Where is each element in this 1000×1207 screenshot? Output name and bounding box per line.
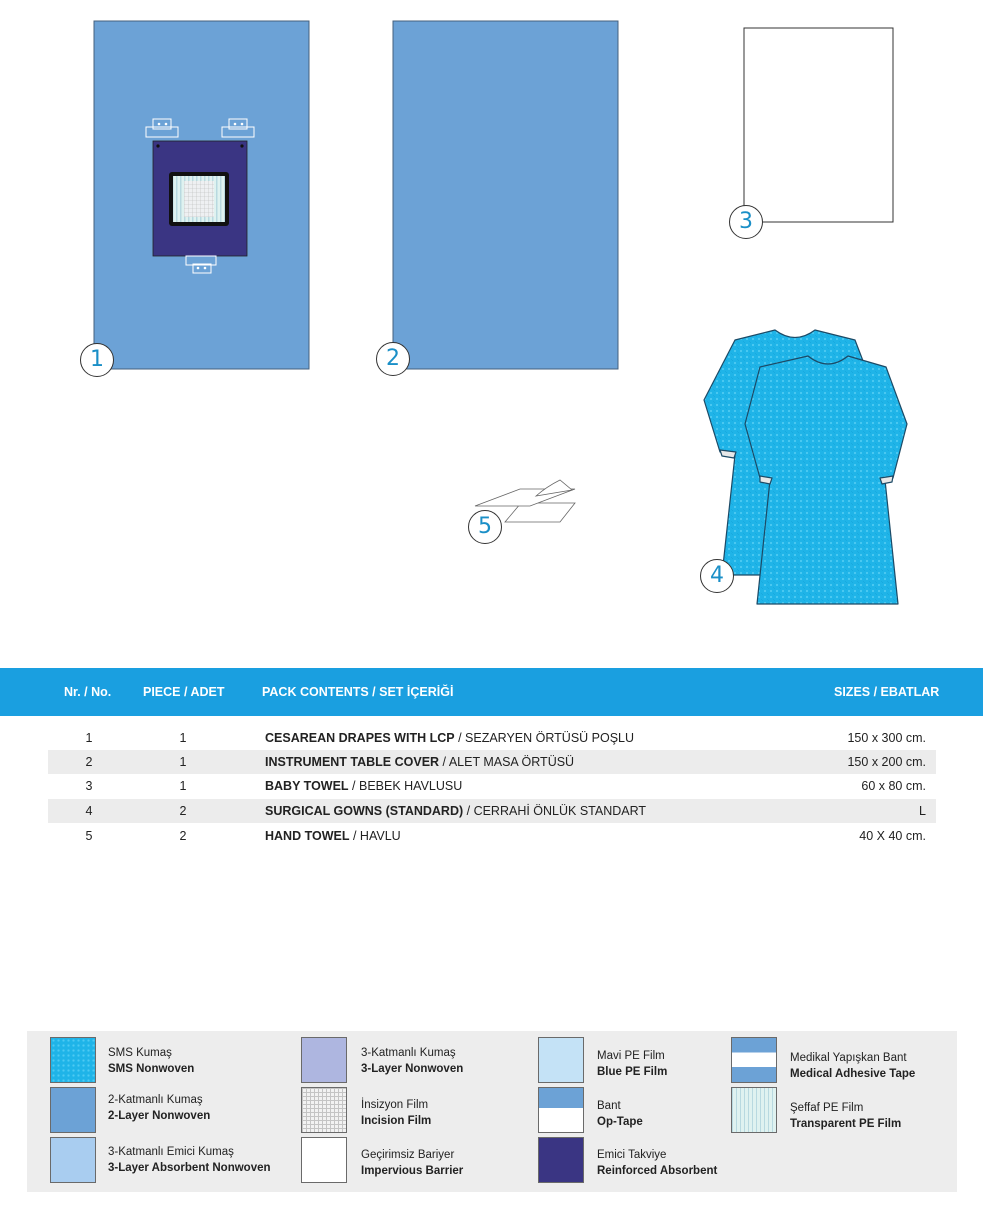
legend-item <box>361 1045 463 1077</box>
row-piece: 1 <box>179 779 187 793</box>
legend-item <box>597 1098 643 1130</box>
row-separator: / <box>463 804 474 818</box>
row-name-en: BABY TOWEL <box>265 779 349 793</box>
item-number-5: 5 <box>468 510 502 544</box>
legend-item <box>790 1100 901 1132</box>
header-no: Nr. / No. <box>64 685 112 699</box>
legend-item <box>108 1092 210 1124</box>
row-name-tr: BEBEK HAVLUSU <box>359 779 463 793</box>
legend-label-en: Incision Film <box>361 1115 432 1127</box>
item-number-2: 2 <box>376 342 410 376</box>
legend-item <box>108 1144 271 1176</box>
legend-label-tr: Bant <box>597 1100 621 1112</box>
header-contents: PACK CONTENTS / SET İÇERİĞİ <box>262 685 454 699</box>
legend-label-en: Impervious Barrier <box>361 1165 464 1177</box>
item-number-3: 3 <box>729 205 763 239</box>
row-separator: / <box>349 829 360 843</box>
legend-label-en: Op-Tape <box>597 1116 643 1128</box>
row-size: 40 X 40 cm. <box>859 829 926 843</box>
legend-label-tr: İnsizyon Film <box>361 1099 429 1111</box>
row-piece: 1 <box>179 755 187 769</box>
row-no: 5 <box>85 829 93 843</box>
row-content <box>265 750 574 774</box>
surgical-gowns <box>704 330 907 604</box>
baby-towel <box>744 28 893 222</box>
legend-label-en: SMS Nonwoven <box>108 1063 195 1075</box>
swatch-transparent-pe-film-icon <box>731 1087 777 1133</box>
row-no: 3 <box>85 779 93 793</box>
legend-item <box>361 1097 431 1129</box>
legend-label-tr: 2-Katmanlı Kumaş <box>108 1094 203 1106</box>
header-sizes: SIZES / EBATLAR <box>834 685 940 699</box>
legend-label-en: Blue PE Film <box>597 1066 668 1078</box>
swatch-op-tape-icon <box>538 1087 584 1133</box>
swatch-3layer-icon <box>301 1037 347 1083</box>
swatch-2layer-icon <box>50 1087 96 1133</box>
legend-label-tr: Emici Takviye <box>597 1149 667 1161</box>
row-content <box>265 824 401 848</box>
row-no: 4 <box>85 804 93 818</box>
row-piece: 1 <box>179 731 187 745</box>
swatch-reinforced-absorbent-icon <box>538 1137 584 1183</box>
row-name-en: SURGICAL GOWNS (STANDARD) <box>265 804 464 818</box>
row-piece: 2 <box>179 829 187 843</box>
instrument-table-cover <box>393 21 618 369</box>
legend-label-en: 2-Layer Nonwoven <box>108 1110 211 1122</box>
swatch-incision-film-icon <box>301 1087 347 1133</box>
legend-label-tr: Geçirimsiz Bariyer <box>361 1149 455 1161</box>
swatch-3layer-absorbent-icon <box>50 1137 96 1183</box>
row-content <box>265 799 646 823</box>
row-size: 60 x 80 cm. <box>861 779 926 793</box>
legend-label-en: 3-Layer Nonwoven <box>361 1063 464 1075</box>
row-separator: / <box>454 731 466 745</box>
header-piece: PIECE / ADET <box>143 685 225 699</box>
row-size: 150 x 200 cm. <box>847 755 926 769</box>
row-no: 1 <box>85 731 93 745</box>
row-size: L <box>919 804 926 818</box>
legend-item <box>790 1050 915 1082</box>
row-content <box>265 774 462 798</box>
table-row <box>48 799 936 823</box>
swatch-sms-icon <box>50 1037 96 1083</box>
legend-label-tr: Şeffaf PE Film <box>790 1102 864 1114</box>
row-name-en: INSTRUMENT TABLE COVER <box>265 755 440 769</box>
legend-item <box>597 1147 717 1179</box>
row-piece: 2 <box>179 804 187 818</box>
legend-label-tr: 3-Katmanlı Emici Kumaş <box>108 1146 234 1158</box>
legend-label-en: Transparent PE Film <box>790 1118 902 1130</box>
legend-item <box>361 1147 463 1179</box>
row-separator: / <box>348 779 359 793</box>
row-name-tr: SEZARYEN ÖRTÜSÜ POŞLU <box>465 731 635 745</box>
row-name-en: HAND TOWEL <box>265 829 350 843</box>
item-number-1: 1 <box>80 343 114 377</box>
row-no: 2 <box>85 755 93 769</box>
table-row <box>48 726 936 750</box>
legend-item <box>108 1045 194 1077</box>
legend-item <box>597 1048 667 1080</box>
legend-label-en: Medical Adhesive Tape <box>790 1068 916 1080</box>
table-row <box>48 750 936 774</box>
legend-label-en: Reinforced Absorbent <box>597 1165 718 1177</box>
swatch-medical-adhesive-tape-icon <box>731 1037 777 1083</box>
row-separator: / <box>439 755 449 769</box>
row-name-tr: ALET MASA ÖRTÜSÜ <box>448 755 575 769</box>
swatch-impervious-barrier-icon <box>301 1137 347 1183</box>
legend-label-tr: SMS Kumaş <box>108 1047 172 1059</box>
legend-label-tr: 3-Katmanlı Kumaş <box>361 1047 456 1059</box>
table-row <box>48 824 936 848</box>
row-name-en: CESAREAN DRAPES WITH LCP <box>265 731 455 745</box>
row-content <box>265 726 634 750</box>
legend-label-tr: Medikal Yapışkan Bant <box>790 1052 907 1064</box>
row-name-tr: CERRAHİ ÖNLÜK STANDART <box>473 804 647 818</box>
material-legend <box>27 1031 957 1192</box>
legend-label-en: 3-Layer Absorbent Nonwoven <box>108 1162 271 1174</box>
legend-label-tr: Mavi PE Film <box>597 1050 665 1062</box>
contents-table-header <box>0 668 983 716</box>
item-number-4: 4 <box>700 559 734 593</box>
cesarean-drape <box>94 21 309 369</box>
swatch-blue-pe-film-icon <box>538 1037 584 1083</box>
row-size: 150 x 300 cm. <box>847 731 926 745</box>
row-name-tr: HAVLU <box>359 829 401 843</box>
table-row <box>48 774 936 798</box>
